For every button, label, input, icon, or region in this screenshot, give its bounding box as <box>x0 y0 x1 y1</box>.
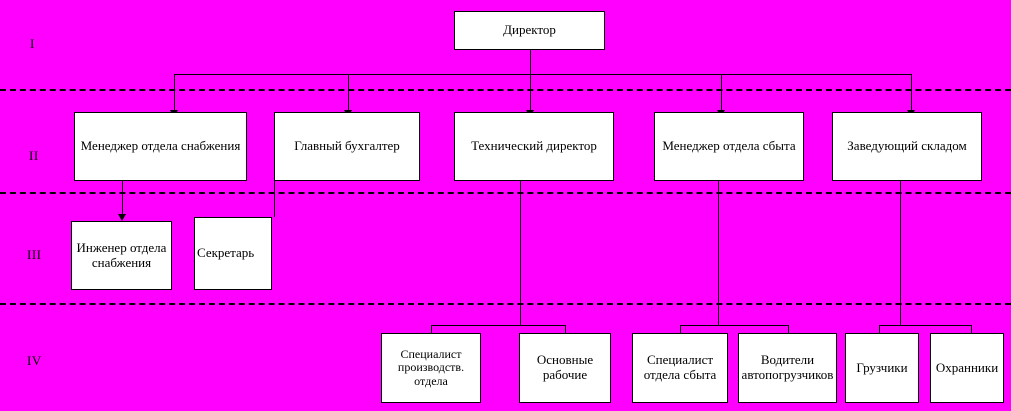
node-loaders[interactable] <box>845 333 919 403</box>
connector-level2-bus <box>174 74 911 75</box>
connector-drop-loaders <box>879 325 880 333</box>
node-sales-specialist-label: Специалист отдела сбыта <box>643 352 717 382</box>
node-sales-manager-label: Менеджер отдела сбыта <box>662 138 796 154</box>
level-label-3: III <box>27 247 42 262</box>
node-sales-manager[interactable] <box>654 112 804 181</box>
node-forklift-drivers[interactable] <box>738 333 837 403</box>
connector-drop-accountant <box>348 74 349 112</box>
level-label-2: II <box>29 148 39 163</box>
node-production-specialist-label: Специалист производств. отдела <box>397 346 465 388</box>
node-warehouse-head-label: Заведующий складом <box>847 138 967 154</box>
connector-drop-guards <box>971 325 972 333</box>
node-supply-engineer-label: Инженер отдела снабжения <box>76 239 167 270</box>
node-main-workers[interactable] <box>519 333 611 403</box>
node-warehouse-head[interactable] <box>832 112 982 181</box>
connector-secretary <box>274 181 275 217</box>
node-guards[interactable] <box>930 333 1004 403</box>
level-divider-2 <box>0 192 1011 194</box>
node-chief-accountant[interactable] <box>274 112 420 181</box>
arrow-supply-engineer <box>118 214 126 221</box>
node-production-specialist[interactable] <box>381 333 481 403</box>
connector-drop-warehouse <box>911 74 912 112</box>
connector-drop-sales <box>721 74 722 112</box>
connector-drop-production <box>431 325 432 333</box>
node-director-label: Директор <box>503 22 556 38</box>
connector-sales-bus <box>680 325 788 326</box>
connector-drop-workers <box>565 325 566 333</box>
level-divider-3 <box>0 303 1011 305</box>
node-chief-accountant-label: Главный бухгалтер <box>294 138 400 154</box>
level-label-1: I <box>30 36 35 51</box>
node-loaders-label: Грузчики <box>856 359 908 375</box>
node-technical-director[interactable] <box>454 112 614 181</box>
connector-warehouse-bus <box>879 325 971 326</box>
connector-supply-engineer <box>122 181 123 216</box>
connector-techdir-bus <box>431 325 565 326</box>
node-director[interactable] <box>454 11 605 50</box>
connector-drop-sales-specialist <box>680 325 681 333</box>
node-main-workers-label: Основные рабочие <box>536 352 594 382</box>
node-guards-label: Охранники <box>935 359 999 375</box>
node-secretary-label: Секретарь <box>197 245 255 261</box>
level-label-4: IV <box>27 353 42 368</box>
connector-drop-supply <box>174 74 175 112</box>
node-supply-engineer[interactable] <box>71 221 172 290</box>
node-forklift-drivers-label: Водители автопогрузчиков <box>741 352 834 382</box>
connector-sales-stem <box>718 181 719 325</box>
connector-drop-drivers <box>788 325 789 333</box>
node-secretary[interactable] <box>194 217 272 290</box>
connector-techdir-stem <box>520 181 521 325</box>
connector-director-stem <box>530 50 531 74</box>
level-divider-1 <box>0 89 1011 91</box>
connector-drop-techdir <box>530 74 531 112</box>
node-supply-manager-label: Менеджер отдела снабжения <box>80 138 241 154</box>
node-technical-director-label: Технический директор <box>471 138 597 154</box>
node-supply-manager[interactable] <box>74 112 247 181</box>
connector-warehouse-stem <box>900 181 901 325</box>
node-sales-specialist[interactable] <box>632 333 728 403</box>
